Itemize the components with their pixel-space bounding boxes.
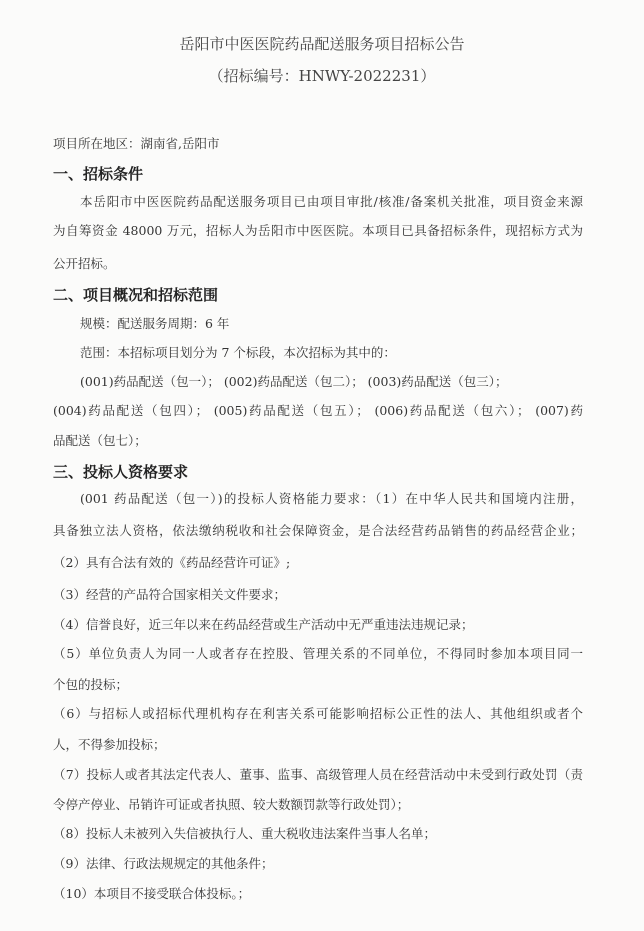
section-heading-bidder-qualifications: 三、投标人资格要求 xyxy=(53,463,189,481)
package-list-line: (001)药品配送（包一）； (002)药品配送（包二）； (003)药品配送（包三）； xyxy=(80,374,508,389)
requirement-line: （7）投标人或者其法定代表人、董事、监事、高级管理人员在经营活动中未受到行政处罚（责 xyxy=(53,767,583,782)
package-list-line: (004)药品配送（包四）； (005)药品配送（包五）； (006)药品配送（包六）； (007)药 xyxy=(53,403,583,418)
document-title: 岳阳市中医医院药品配送服务项目招标公告 xyxy=(179,35,465,53)
package-list-line: 品配送（包七）； xyxy=(53,433,147,448)
paragraph-line: 公开招标。 xyxy=(53,256,116,271)
requirement-line: (001 药品配送（包一）)的投标人资格能力要求：（1）在中华人民共和国境内注册， xyxy=(80,491,583,506)
requirement-line: （9）法律、行政法规规定的其他条件； xyxy=(53,856,274,871)
requirement-line: （6）与招标人或招标代理机构存在利害关系可能影响招标公正性的法人、其他组织或者个 xyxy=(53,706,583,721)
bid-number: （招标编号：HNWY-2022231） xyxy=(208,67,436,85)
project-scope: 范围：本招标项目划分为 7 个标段，本次招标为其中的： xyxy=(80,345,396,360)
requirement-line: （5）单位负责人为同一人或者存在控股、管理关系的不同单位，不得同时参加本项目同一 xyxy=(53,646,583,661)
project-region: 项目所在地区：湖南省,岳阳市 xyxy=(53,136,220,151)
project-scale: 规模：配送服务周期：6 年 xyxy=(80,316,230,331)
section-heading-bid-conditions: 一、招标条件 xyxy=(53,165,144,183)
requirement-line: 令停产停业、吊销许可证或者执照、较大数额罚款等行政处罚）； xyxy=(53,797,410,812)
requirement-line: 人，不得参加投标； xyxy=(53,737,166,752)
requirement-line: 个包的投标； xyxy=(53,677,129,692)
section-heading-overview-scope: 二、项目概况和招标范围 xyxy=(53,286,219,304)
paragraph-line: 为自筹资金 48000 万元，招标人为岳阳市中医医院。本项目已具备招标条件，现招标方式为 xyxy=(53,223,583,238)
requirement-line: （3）经营的产品符合国家相关文件要求； xyxy=(53,587,286,602)
requirement-line: （10）本项目不接受联合体投标。； xyxy=(53,886,251,901)
requirement-line: 具备独立法人资格，依法缴纳税收和社会保障资金，是合法经营药品销售的药品经营企业； xyxy=(53,523,583,538)
requirement-line: （8）投标人未被列入失信被执行人、重大税收违法案件当事人名单； xyxy=(53,826,436,841)
requirement-line: （4）信誉良好，近三年以来在药品经营或生产活动中无严重违法违规记录； xyxy=(53,617,474,632)
requirement-line: （2）具有合法有效的《药品经营许可证》; xyxy=(53,555,291,570)
paragraph-line: 本岳阳市中医医院药品配送服务项目已由项目审批/核准/备案机关批准，项目资金来源 xyxy=(80,194,583,209)
